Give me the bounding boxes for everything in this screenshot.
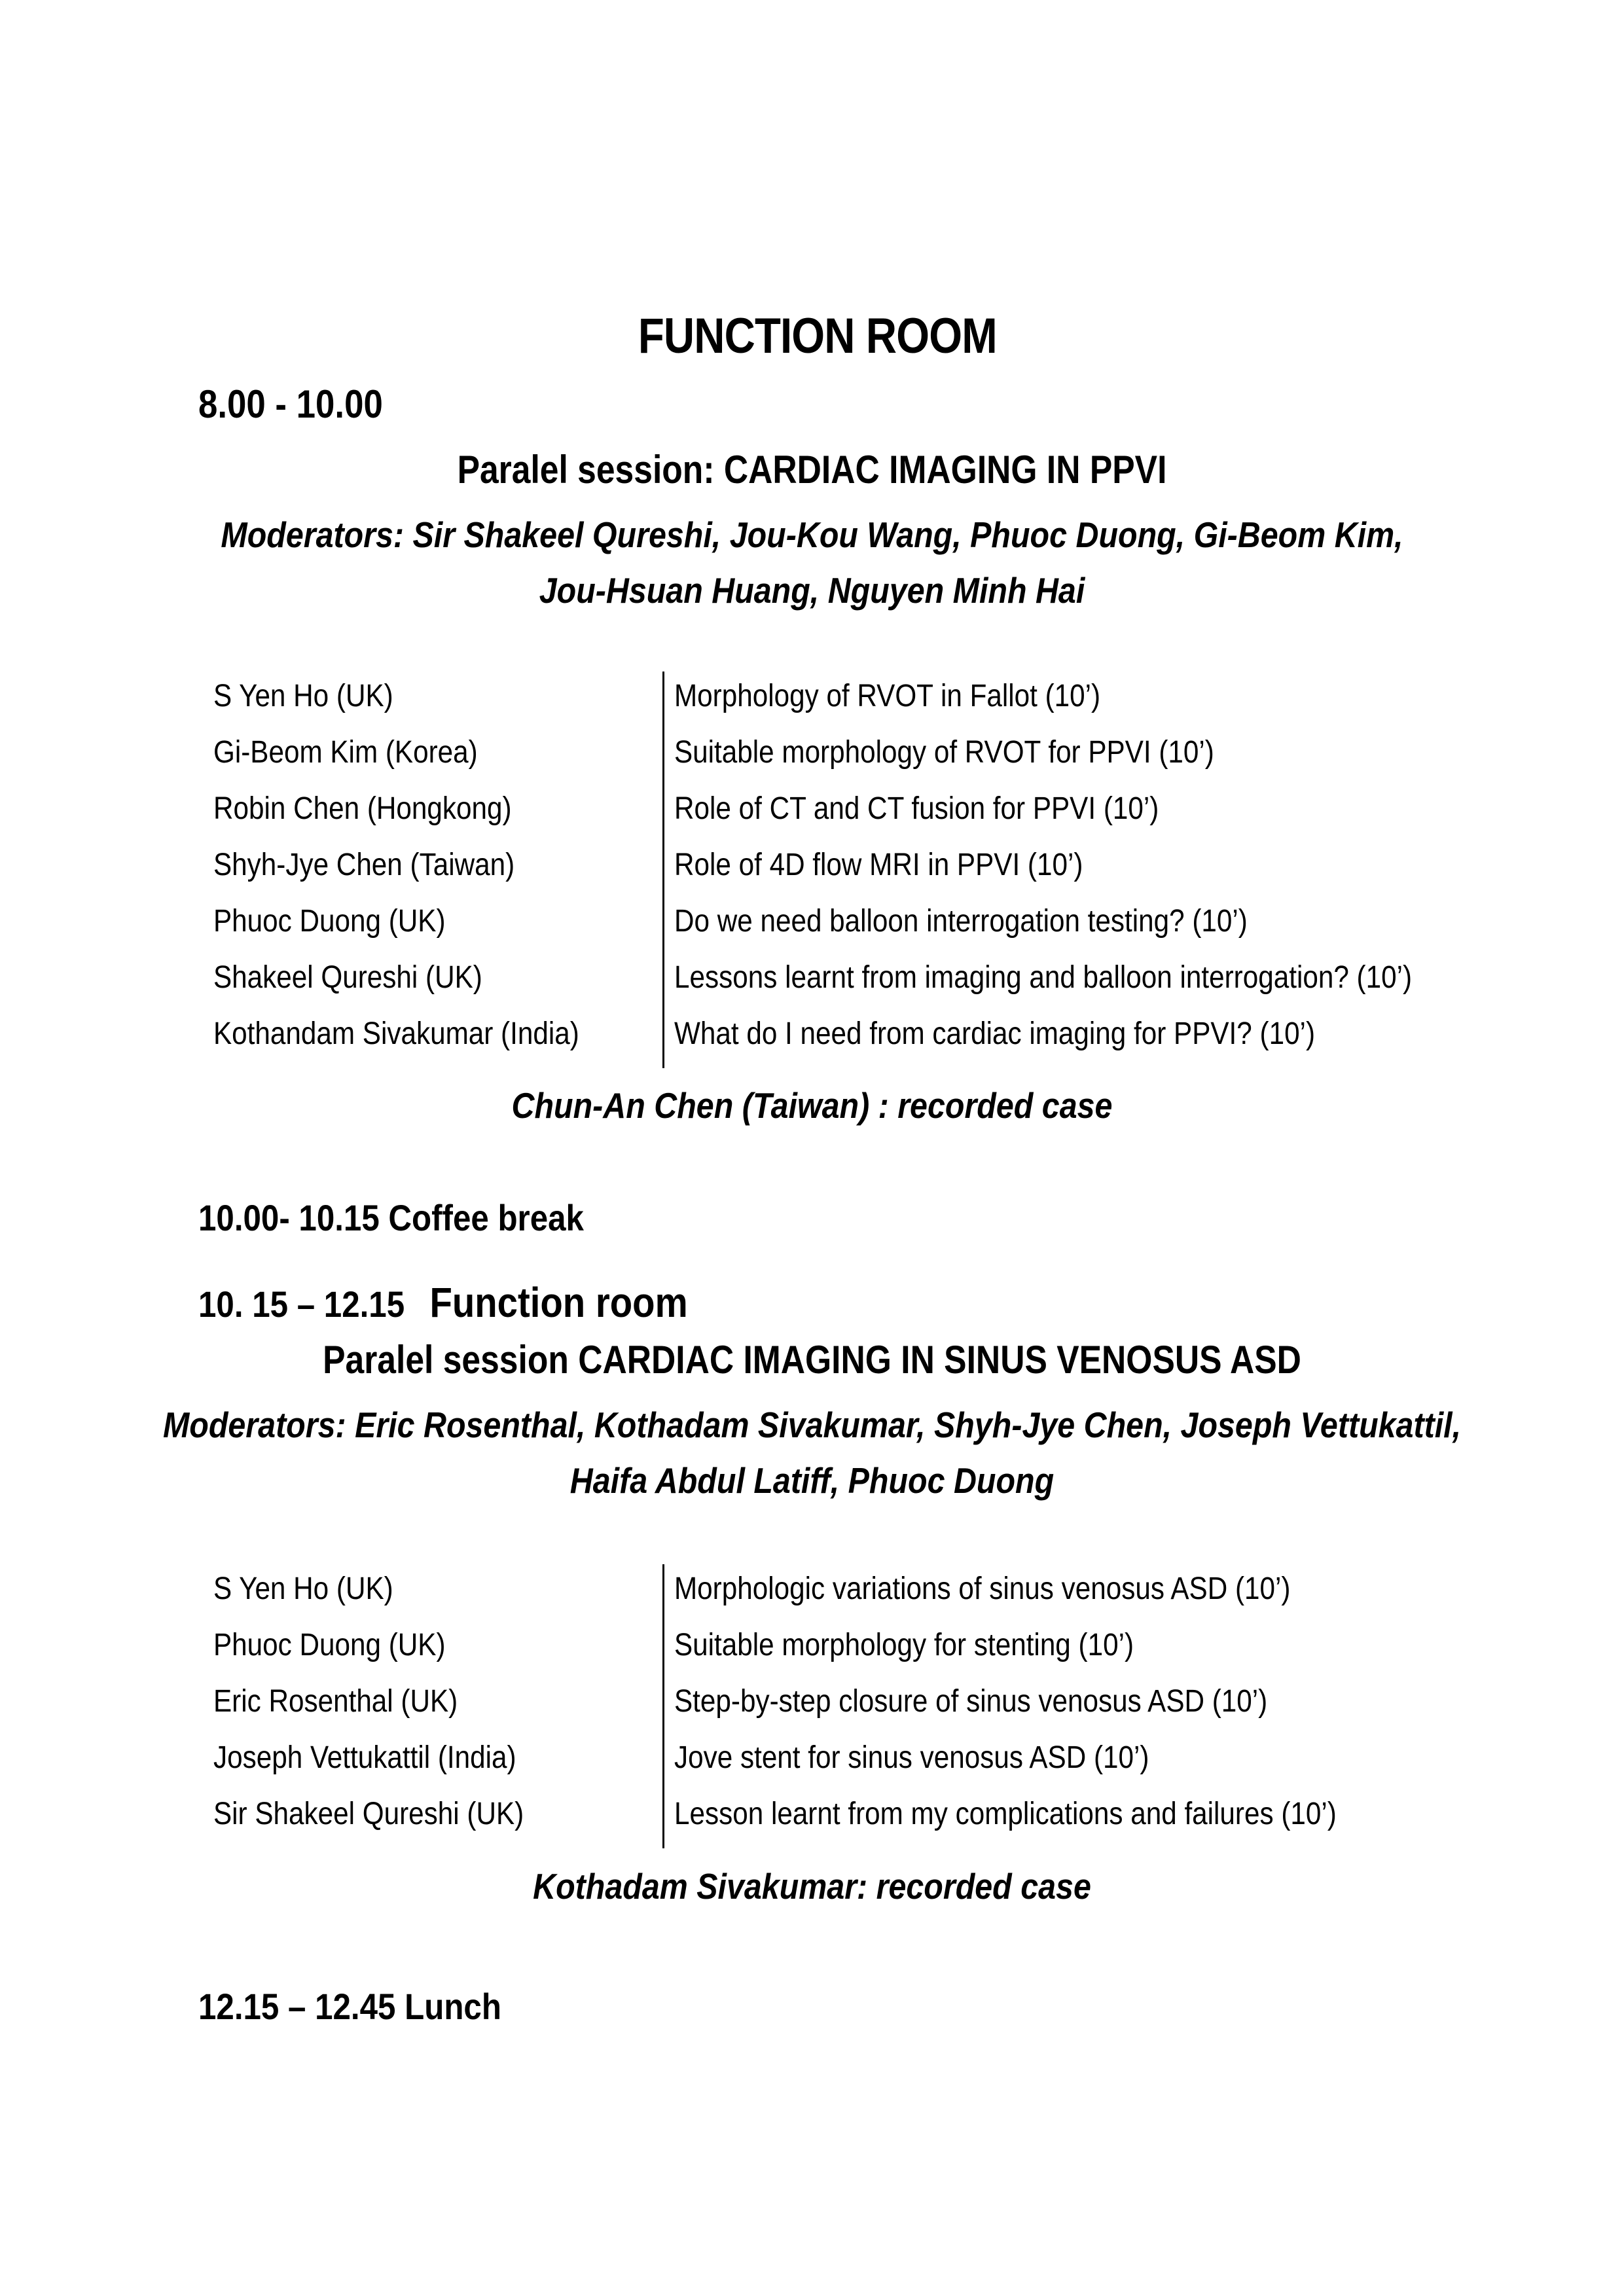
talk-topic: Suitable morphology of RVOT for PPVI (10’) — [674, 735, 1214, 770]
speaker-name: Robin Chen (Hongkong) — [213, 791, 512, 826]
talk-topic: Jove stent for sinus venosus ASD (10’) — [674, 1740, 1149, 1775]
speaker-name: Shakeel Qureshi (UK) — [213, 960, 482, 995]
session2-moderators-line1: Moderators: Eric Rosenthal, Kothadam Sivakumar, Shyh-Jye Chen, Joseph Vettukattil, — [162, 1405, 1462, 1445]
table-row — [0, 1683, 1624, 1740]
talk-topic: Lesson learnt from my complications and failures (10’) — [674, 1797, 1337, 1831]
speaker-name: Shyh-Jye Chen (Taiwan) — [213, 848, 515, 882]
talk-topic: Do we need balloon interrogation testing? (10’) — [674, 904, 1248, 939]
table-row — [0, 1796, 1624, 1852]
table-row — [0, 791, 1624, 847]
speaker-name: S Yen Ho (UK) — [213, 1571, 393, 1606]
session2-recorded-case: Kothadam Sivakumar: recorded case — [533, 1866, 1091, 1907]
speaker-name: Kothandam Sivakumar (India) — [213, 1016, 579, 1051]
session1-moderators-line2: Jou-Hsuan Huang, Nguyen Minh Hai — [539, 570, 1085, 611]
session2-room: Function room — [429, 1279, 688, 1326]
session1-recorded-case: Chun-An Chen (Taiwan) : recorded case — [511, 1085, 1113, 1126]
speaker-name: Gi-Beom Kim (Korea) — [213, 735, 478, 770]
table-row — [0, 678, 1624, 734]
session1-title: Paralel session: CARDIAC IMAGING IN PPVI — [457, 448, 1167, 492]
table-row — [0, 1571, 1624, 1627]
session2-schedule-table — [0, 1564, 1624, 1852]
talk-topic: Role of 4D flow MRI in PPVI (10’) — [674, 848, 1083, 882]
talk-topic: Step-by-step closure of sinus venosus ASD (10’) — [674, 1684, 1268, 1719]
page-title: FUNCTION ROOM — [638, 308, 997, 364]
coffee-break: 10.00- 10.15 Coffee break — [198, 1197, 584, 1238]
speaker-name: Sir Shakeel Qureshi (UK) — [213, 1797, 524, 1831]
speaker-name: Phuoc Duong (UK) — [213, 904, 446, 939]
session2-title: Paralel session CARDIAC IMAGING IN SINUS VENOSUS ASD — [323, 1338, 1301, 1382]
lunch-break: 12.15 – 12.45 Lunch — [198, 1986, 501, 2027]
session1-moderators-line1: Moderators: Sir Shakeel Qureshi, Jou-Kou Wang, Phuoc Duong, Gi-Beom Kim, — [221, 514, 1403, 555]
talk-topic: Morphologic variations of sinus venosus ASD (10’) — [674, 1571, 1291, 1606]
speaker-name: Eric Rosenthal (UK) — [213, 1684, 458, 1719]
talk-topic: Morphology of RVOT in Fallot (10’) — [674, 679, 1101, 713]
table-row — [0, 734, 1624, 791]
talk-topic: Role of CT and CT fusion for PPVI (10’) — [674, 791, 1159, 826]
session2-time: 10. 15 – 12.15 — [198, 1283, 405, 1325]
table-row — [0, 847, 1624, 903]
speaker-name: Phuoc Duong (UK) — [213, 1628, 446, 1662]
speaker-name: Joseph Vettukattil (India) — [213, 1740, 516, 1775]
session1-time: 8.00 - 10.00 — [198, 382, 383, 426]
speaker-name: S Yen Ho (UK) — [213, 679, 393, 713]
session2-time-line — [198, 1278, 688, 1327]
table-row — [0, 903, 1624, 960]
table-row — [0, 1740, 1624, 1796]
table-row — [0, 1016, 1624, 1072]
talk-topic: Suitable morphology for stenting (10’) — [674, 1628, 1134, 1662]
talk-topic: Lessons learnt from imaging and balloon interrogation? (10’) — [674, 960, 1413, 995]
table-row — [0, 1627, 1624, 1683]
table-row — [0, 960, 1624, 1016]
talk-topic: What do I need from cardiac imaging for PPVI? (10’) — [674, 1016, 1316, 1051]
session2-moderators-line2: Haifa Abdul Latiff, Phuoc Duong — [569, 1460, 1055, 1501]
session1-schedule-table — [0, 672, 1624, 1071]
